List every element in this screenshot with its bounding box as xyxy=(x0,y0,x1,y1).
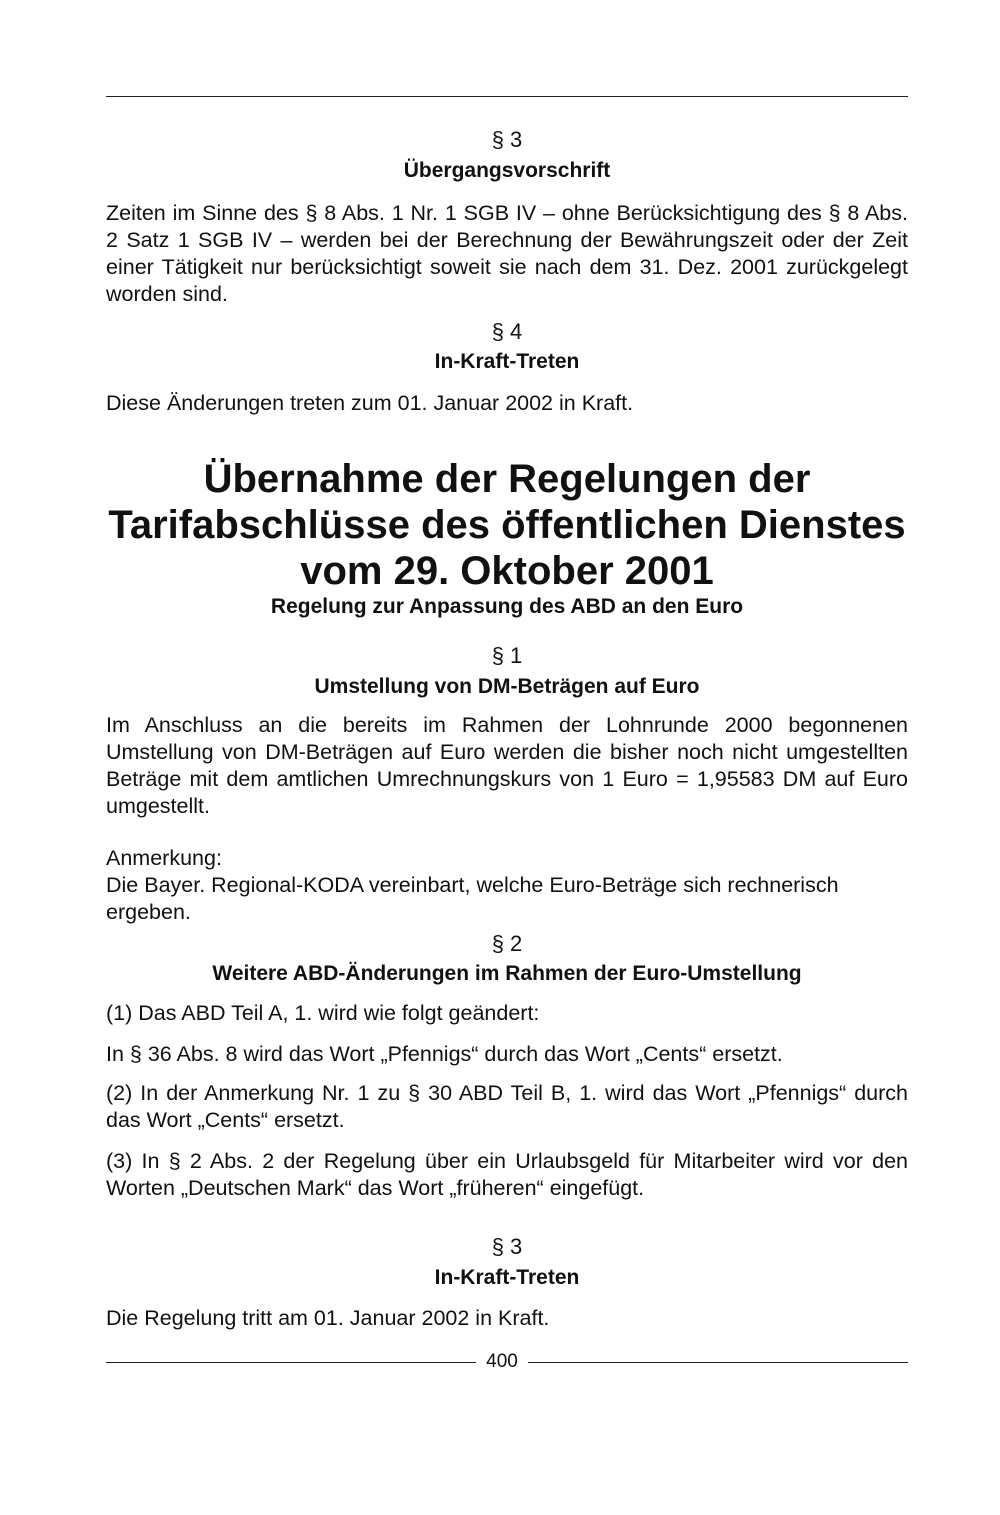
section-heading: Umstellung von DM-Beträgen auf Euro xyxy=(314,675,700,698)
footer-rule-right xyxy=(528,1362,908,1363)
section-sign: § 2 xyxy=(491,931,523,956)
footer-rule-left xyxy=(106,1362,476,1363)
section-heading: In-Kraft-Treten xyxy=(434,1266,580,1289)
paragraph: (3) In § 2 Abs. 2 der Regelung über ein Urlaubsgeld für Mitarbeiter wird vor den Worten „Deutschen Mark“ das Wort „früheren“ eingefügt. xyxy=(106,1149,908,1200)
paragraph: In § 36 Abs. 8 wird das Wort „Pfennigs“ durch das Wort „Cents“ ersetzt. xyxy=(106,1042,783,1066)
paragraph: (1) Das ABD Teil A, 1. wird wie folgt geändert: xyxy=(106,1001,540,1025)
note-label: Anmerkung: xyxy=(106,846,222,870)
section-sign: § 4 xyxy=(491,319,523,344)
paragraph: (2) In der Anmerkung Nr. 1 zu § 30 ABD Teil B, 1. wird das Wort „Pfennigs“ durch das Wort „Cents“ ersetzt. xyxy=(106,1081,908,1132)
section-text: Die Regelung tritt am 01. Januar 2002 in Kraft. xyxy=(106,1306,550,1330)
page-footer xyxy=(106,1350,908,1374)
section-heading: In-Kraft-Treten xyxy=(434,350,580,373)
section-heading: Weitere ABD-Änderungen im Rahmen der Euro-Umstellung xyxy=(212,962,802,985)
main-title-line-1: Übernahme der Regelungen der xyxy=(203,457,811,501)
regulation-title: Regelung zur Anpassung des ABD an den Euro xyxy=(270,595,744,618)
section-sign: § 3 xyxy=(491,1234,523,1259)
section-sign: § 1 xyxy=(491,643,523,668)
section-text: Zeiten im Sinne des § 8 Abs. 1 Nr. 1 SGB IV – ohne Berücksichtigung des § 8 Abs. 2 Satz 1 SGB IV – werden bei der Berechnung der Bewährungszeit oder der Zeit einer Tätigkeit nur berücksichtigt soweit sie nach dem 31. Dez. 2001 zurückgelegt worden sind. xyxy=(106,201,908,306)
section-heading: Übergangsvorschrift xyxy=(403,159,611,182)
section-sign: § 3 xyxy=(491,127,523,152)
section-text: Im Anschluss an die bereits im Rahmen der Lohnrunde 2000 begonnenen Umstellung von DM-Beträgen auf Euro werden die bisher noch nicht umgestellten Beträge mit dem amtlichen Umrechnungskurs von 1 Euro = 1,95583 DM auf Euro umgestellt. xyxy=(106,713,908,818)
main-title-line-2: Tarifabschlüsse des öffentlichen Dienstes xyxy=(108,503,906,547)
note-text: Die Bayer. Regional-KODA vereinbart, welche Euro-Beträge sich rechnerisch ergeben. xyxy=(106,873,839,924)
section-text: Diese Änderungen treten zum 01. Januar 2002 in Kraft. xyxy=(106,391,634,415)
page-number: 400 xyxy=(486,1351,518,1372)
top-rule xyxy=(106,96,908,97)
main-title-line-3: vom 29. Oktober 2001 xyxy=(300,549,714,593)
